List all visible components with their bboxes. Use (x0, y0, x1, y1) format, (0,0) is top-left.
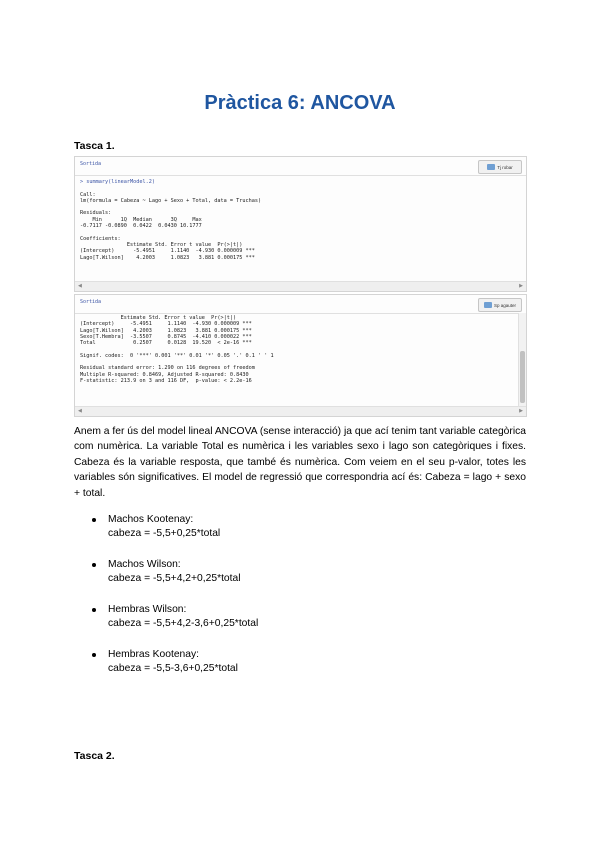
group-label: Hembras Wilson: (108, 604, 187, 615)
console-text (80, 315, 274, 384)
regression-formula: cabeza = -5,5+4,2-3,6+0,25*total (108, 618, 259, 629)
bullet-icon (92, 608, 96, 612)
console-line: Residuals: (80, 210, 112, 217)
console-line: -0.7117 -0.0890 0.0422 0.0430 10.1777 (80, 223, 202, 230)
group-label: Machos Wilson: (108, 559, 181, 570)
console-line: (Intercept) -5.4951 1.1140 -4.930 0.000009 *** (80, 321, 252, 328)
section-heading-tasca-1: Tasca 1. (74, 140, 115, 152)
export-icon (487, 164, 495, 170)
list-item (74, 603, 526, 631)
console-line: Multiple R-squared: 0.8469, Adjusted R-squared: 0.8430 (80, 371, 249, 378)
export-button-label: Sp agauter (493, 302, 517, 308)
export-button[interactable] (478, 160, 522, 174)
page-title: Pràctica 6: ANCOVA (204, 92, 396, 114)
regression-formula: cabeza = -5,5+4,2+0,25*total (108, 573, 241, 584)
list-item (74, 558, 526, 586)
model-equations-list (74, 513, 526, 693)
export-button-label: Tj robar (497, 164, 513, 170)
console-tab-label[interactable]: Sortida (80, 299, 102, 305)
scroll-left-icon[interactable]: ◀ (78, 283, 82, 289)
group-label: Machos Kootenay: (108, 514, 194, 525)
section-heading-tasca-2: Tasca 2. (74, 750, 115, 762)
scroll-right-icon[interactable]: ▶ (519, 408, 523, 414)
scroll-right-icon[interactable]: ▶ (519, 283, 523, 289)
list-item (74, 648, 526, 676)
console-tab-label[interactable]: Sortida (80, 161, 102, 167)
console-line: Call: (80, 191, 96, 198)
horizontal-scrollbar[interactable] (75, 281, 526, 291)
explanation-paragraph: Anem a fer ús del model lineal ANCOVA (sense interacció) ja que ací tenim tant variable categòrica com numèrica. La variable Total es numèrica i les variables sexo i lago son categòriques i fixes. Cabeza és la variable resposta, que també és numèrica. Com veiem en el seu p-valor, totes les variables són significatives. El model de regressió que correspondria ací és: Cabeza = lago + sexo + total. (74, 426, 526, 499)
export-icon (484, 302, 492, 308)
console-output-2 (74, 294, 527, 417)
scrollbar-thumb[interactable] (520, 351, 525, 403)
console-divider (75, 175, 526, 176)
console-line: lm(formula = Cabeza ~ Lago + Sexo + Total, data = Truchas) (80, 197, 262, 204)
console-line: Lago[T.Wilson] 4.2003 1.0823 3.881 0.000175 *** (80, 254, 255, 261)
regression-formula: cabeza = -5,5+0,25*total (108, 528, 221, 539)
regression-formula: cabeza = -5,5-3,6+0,25*total (108, 663, 238, 674)
console-line: Lago[T.Wilson] 4.2003 1.0823 3.881 0.000175 *** (80, 327, 252, 334)
console-text (80, 179, 261, 261)
console-line: F-statistic: 213.9 on 3 and 116 DF, p-value: < 2.2e-16 (80, 377, 252, 384)
bullet-icon (92, 518, 96, 522)
list-item (74, 513, 526, 541)
console-line: > summary(linearModel.2) (80, 179, 155, 185)
console-line: Min 1Q Median 3Q Max (92, 216, 202, 223)
console-divider (75, 313, 526, 314)
horizontal-scrollbar[interactable] (75, 406, 526, 416)
console-line: (Intercept) -5.4951 1.1140 -4.930 0.000009 *** (80, 248, 255, 255)
console-line: Estimate Std. Error t value Pr(>|t|) (120, 315, 237, 321)
export-button[interactable] (478, 298, 522, 312)
bullet-icon (92, 653, 96, 657)
console-line: Coefficients: (80, 235, 121, 242)
group-label: Hembras Kootenay: (108, 649, 200, 660)
console-line: Signif. codes: 0 '***' 0.001 '**' 0.01 '*' 0.05 '.' 0.1 ' ' 1 (80, 352, 274, 359)
console-line: Estimate Std. Error t value Pr(>|t|) (126, 241, 243, 248)
console-output-1 (74, 156, 527, 292)
bullet-icon (92, 563, 96, 567)
console-line: Total 0.2507 0.0128 19.520 < 2e-16 *** (80, 340, 252, 347)
console-line: Sexo[T.Hembra] -3.5507 0.8745 -4.410 0.000022 *** (80, 333, 252, 340)
vertical-scrollbar[interactable] (518, 313, 526, 407)
console-line: Residual standard error: 1.290 on 116 degrees of freedom (80, 365, 255, 372)
scroll-left-icon[interactable]: ◀ (78, 408, 82, 414)
